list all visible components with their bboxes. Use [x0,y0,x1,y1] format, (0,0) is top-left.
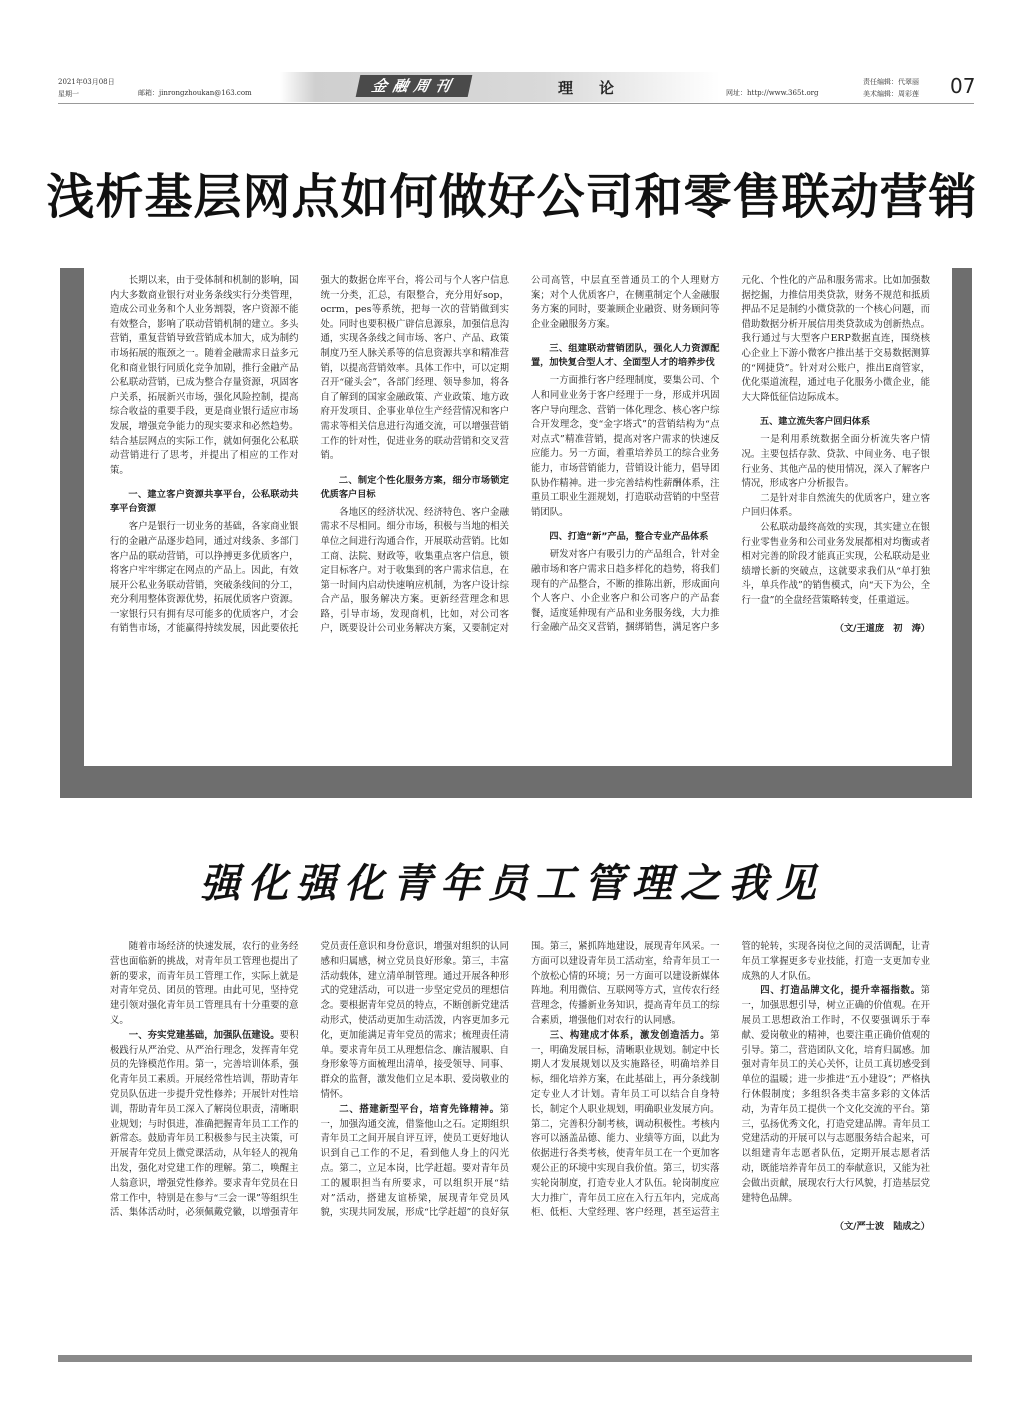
article1-paragraph-5b: 二是针对非自然流失的优质客户，建立客户回归体系。 [741,492,930,519]
contact-email: 邮箱：jinrongzhoukan@163.com [138,89,252,97]
article2-headline: 强化强化青年员工管理之我见 [200,861,824,907]
issue-weekday: 星期一 [58,90,79,98]
article1-paragraph-1: 客户是银行一切业务的基础，各家商业银行的金融产品逐步趋同，通过对线条、多部门客户品的联动营销，可以挣搏更多优质客户，将客户牢牢绑定在网点的产品上。因此，有效展开公私业务联动营销，突破条线间的分工，充分利用整体资源优势，拓展优质客户资源。一家银行只有拥有尽可能多的优质客户，才会有销售市场，才能赢得持续发展，因此要依托强大的数据仓库平台，将公司与个人客户信息统一分类，汇总，有限整合，充分用好sop，ocrm，pes等系统，把每一次的营销做到实处。同时也要积极广辟信息源泉，加强信息沟通，实现各条线之间市场、客户、产品、政策制度乃至人脉关系等的信息资源共享和精准营销，以提高营销效率。具体工作中，可以定期召开“碰头会”，各部门经理、领导参加，将各自了解到的国家金融政策、产业政策、地方政府开发项目、企事业单位生产经营情况和客户需求等相关信息进行沟通交流，可以增强营销工作的针对性，促进业务的联动营销和交叉营销。 [110,275,509,635]
article2-body [110,940,930,1320]
article1-paragraph-5c: 公私联动最终高效的实现，其实建立在银行业零售业务和公司业务发展都相对均衡或者相对完善的阶段才能真正实现，公私联动是业绩增长新的突破点，这就要求我们从“单打独斗，单兵作战”的销售模式，向“天下为公，全行一盘”的全盘经营策略转变，任重道远。 [741,521,930,606]
article1-paragraph-2: 各地区的经济状况、经济特色、客户金融需求不尽相同。细分市场，积极与当地的相关单位之间进行沟通合作，开展联动营销。比如工商、法院、财政等，收集重点客户信息，锁定目标客户。对于收集到的客户需求信息，在第一时间内启动快速响应机制，为客户设计综合产品，服务解决方案。更新经营理念和思路，引导市场，发现商机，比如，对公司客户，既要设计公司业务解决方案，又要制定对公司高管，中层直至普通员工的个人理财方案；对个人优质客户，在侧重制定个人金融服务方案的同时，要兼顾企业融资、财务顾问等企业金融服务方案。 [320,275,720,635]
article1-paragraph-3: 一方面推行客户经理制度，要集公司、个人和同业业务于客户经理于一身，形成并巩固客户导向理念、营销一体化理念、核心客户综合开发理念，变“金字塔式”的营销结构为“点对点式”精准营销，提高对客户需求的快速反应能力。另一方面，着重培养员工的综合业务能力，市场营销能力，营销设计能力，倡导团队协作精神。进一步完善结构性薪酬体系，注重员工职业生涯规划，打造联动营销的中坚营销团队。 [531,375,720,518]
section-name: 理论 [558,79,641,97]
article2-byline: （文/严士波 陆成之） [834,1221,930,1233]
article1-paragraph-5a: 一是利用系统数据全面分析流失客户情况。主要包括存款、贷款、中间业务、电子银行业务、其他产品的使用情况，深入了解客户情况，形成客户分析报告。 [741,434,930,490]
article2-section-1-text: 要积极践行从严治党、从严治行理念，发挥青年党员的先锋模范作用。第一，完善培训体系，强化青年员工素质。开展经常性培训，帮助青年党员队伍进一步提升党性修养；开展针对性培训，帮助青年员工深入了解岗位职责，清晰职业规划；与时俱进，准确把握青年员工工作的新常态。鼓励青年员工积极参与民主决策，可开展青年党员上微党课活动，从年轻人的视角出发，强化对党建工作的理解。第二，唤醒主人翁意识，增强党性修养。要求青年党员在日常工作中，特别是在参与“三会一课”等组织生活、集体活动时，必须佩戴党徽，以增强青年党员责任意识和身份意识，增强对组织的认同感和归属感，树立党员良好形象。第三，丰富活动载体，建立清单制管理。通过开展各种形式的党建活动，可以进一步坚定党员的理想信念。要根据青年党员的特点，不断创新党建活动形式，使活动更加生动活泼，内容更加多元化，更加能满足青年党员的需求；梳理责任清单。要求青年员工从理想信念、廉洁履职、自身形象等方面梳理出清单，接受领导、同事、群众的监督，激发他们立足本职、爱岗敬业的情怀。 [110,941,509,1219]
article1-heading-5: 五、建立流失客户回归体系 [759,416,871,428]
footer-rule [58,1355,972,1362]
article2-section-3-heading: 三、构建成才体系，激发创造活力。 [549,1029,711,1041]
article1-heading-4: 四、打造“新”产品，整合专业产品体系 [549,531,709,543]
date-block [58,76,115,100]
article2-section-4 [742,984,931,1206]
article1-headline: 浅析基层网点如何做好公司和零售联动营销 [46,169,978,225]
newspaper-brand: 金融周刊 [356,75,473,97]
article2-section-3-text: 第一，明确发展目标，清晰职业规划。制定中长期人才发展规划以及实施路径，明确培养目标，细化培养方案，在此基础上，再分条线制定专业人才计划。青年员工可以结合自身特长，制定个人职业规划，明确职业发展方向。第二，完善积分制考核，调动积极性。考核内容可以涵盖品德、能力、业绩等方面，以此为依据进行各类考核，使青年员工在一个更加客观公正的环境中实现自我价值。第三，切实落实轮岗制度，打造专业人才队伍。轮岗制度应大力推广，青年员工应在入行五年内，完成高柜、低柜、大堂经理、客户经理，甚至运营主管的轮转，实现各岗位之间的灵活调配，让青年员工掌握更多专业技能，打造一支更加专业成熟的人才队伍。 [531,941,930,1219]
article2-section-1-heading: 一、夯实党建基础，加强队伍建设。 [128,1029,280,1041]
article1-paragraph-4: 研发对客户有吸引力的产品组合，针对金融市场和客户需求日趋多样化的趋势，将我们现有的产品整合，不断的推陈出新，形成面向个人客户、小企业客户和公司客户的产品套餐，适度延伸现有产品和业务服务线，大力推行金融产品交叉营销，捆绑销售，满足客户多元化、个性化的产品和服务需求。比如加强数据挖掘，力推信用类贷款，财务不规范和抵质押品不足是制约小微贷款的一个核心问题，而借助数据分析开展信用类贷款成为创新热点。我行通过与大型客户ERP数据直连，围绕核心企业上下游小微客户推出基于交易数据测算的“网捷贷”。针对对公账户，推出E商管家，优化渠道流程，通过电子化服务小微企业，能大大降低征信边际成本。 [531,275,930,634]
article1-byline: （文/王道庞 初 涛） [834,623,930,635]
article2-section-4-heading: 四、打造品牌文化，提升幸福指数。 [760,985,921,997]
article1-body [110,274,930,744]
responsible-editor: 责任编辑：代翠丽 [863,78,919,86]
article1-heading-2: 二、制定个性化服务方案，细分市场锁定优质客户目标 [320,474,509,500]
article2-intro: 随着市场经济的快速发展，农行的业务经营也面临新的挑战，对青年员工管理也提出了新的要求，而青年员工管理工作，实际上就是对青年党员、团员的管理。由此可见，坚持党建引领对强化青年员工管理具有十分重要的意义。 [110,941,299,1026]
article2-section-4-text: 第一，加强思想引导，树立正确的价值观。在开展员工思想政治工作时，不仅要强调乐于奉献、爱岗敬业的精神，也要注重正确价值观的引导。第二，营造团队文化，培育归属感。加强对青年员工的关心关怀，让员工真切感受到单位的温暖；进一步推进“五小建设”；严格执行休假制度；多组织各类丰富多彩的文体活动，为青年员工提供一个文化交流的平台。第三，弘扬优秀文化，打造党建品牌。青年员工党建活动的开展可以与志愿服务结合起来，可以组建青年志愿者队伍，定期开展志愿者活动，既能培养青年员工的奉献意识，又能为社会做出贡献，展现农行大行风貌，打造基层党建特色品牌。 [741,985,930,1204]
masthead [58,72,974,102]
article2-section-2-heading: 二、搭建新型平台，培育先锋精神。 [339,1103,500,1115]
art-editor: 美术编辑：周彩莲 [863,90,919,98]
article1-heading-1: 一、建立客户资源共享平台，公私联动共享平台资源 [110,489,299,515]
website: 网址：http://www.365t.org [726,89,819,97]
editor-credits [863,76,919,100]
article1-intro: 长期以来，由于受体制和机制的影响，国内大多数商业银行对业务条线实行分类管理，造成公司业务和个人业务割裂，客户资源不能有效整合，影响了联动营销机制的建立。多头营销，重复营销导致营销成本加大，成为制约市场拓展的瓶颈之一。随着金融需求日益多元化和商业银行同质化竞争加剧，推行金融产品公私联动营销，已成为整合存量资源，巩固客户关系，拓展新兴市场，强化风险控制，提高综合收益的重要手段，更是商业银行适应市场发展，增强竞争能力的现实要求和必然趋势。结合基层网点的实际工作，就如何强化公私联动营销进行了思考，并提出了相应的工作对策。 [110,275,299,476]
page-number: 07 [950,74,976,98]
article1-heading-3: 三、组建联动营销团队，强化人力资源配置，加快复合型人才、全面型人才的培养步伐 [531,343,720,369]
masthead-banner [280,72,720,102]
article2-section-2-text: 第一，加强沟通交流，借鉴他山之石。定期组织青年员工之间开展自评互评，使员工更好地认识到自己工作的不足，看到他人身上的闪光点。第二，立足本岗，比学赶超。要对青年员工的履职担当有所要求，可以组织开展“结对”活动，搭建友谊桥梁，展现青年党员风貌，实现共同发展，形成“比学赶超”的良好氛围。第三，紧抓阵地建设，展现青年风采。一方面可以建设青年员工活动室，给青年员工一个放松心情的环境；另一方面可以建设新媒体阵地。利用微信、互联网等方式，宣传农行经营理念，传播新业务知识，提高青年员工的综合素质，增强他们对农行的认同感。 [320,941,720,1219]
issue-date: 2021年03月08日 [58,78,115,86]
masthead-rule [58,103,974,104]
